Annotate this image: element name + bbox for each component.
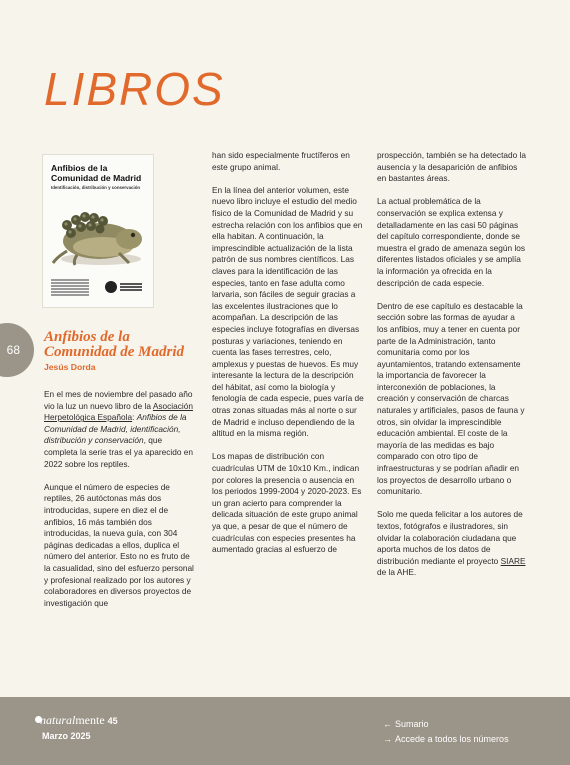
column-3 <box>377 150 527 591</box>
paragraph: La actual problemática de la conservación se explica extensa y detalladamente en las casi 50 páginas del capítulo correspondiente, donde se muestra el grado de amenaza según los diferentes listados oficiales y se amplía la información ya ofrecida en la descripción de cada especie. <box>377 196 526 288</box>
paragraph: Aunque el número de especies de reptiles, 26 autóctonas más dos introducidas, supere en diez el de anfibios, 16 más también dos introducidas, la nueva guía, con 304 páginas dedicadas a ellos, duplica el número del anterior. Esto no es fruto de la casualidad, sino del esfuerzo personal y profesional realizado por los autores y colaboradores en diversos proyectos de investigación que <box>44 481 194 608</box>
paragraph: Los mapas de distribución con cuadrículas UTM de 10x10 Km., indican por colores la presencia o ausencia en los periodos 1999-2004 y 2020-2023. Es un gran acierto para comprender la delicada situación de este grupo animal ya que, a pesar de que el número de cuadrículas con especies presentes ha aumentado gracias al esfuerzo de <box>212 451 362 555</box>
paragraph: prospección, también se ha detectado la ausencia y la desaparición de anfibios en bastantes áreas. <box>377 150 526 184</box>
cover-author-list <box>51 279 89 296</box>
publisher-name <box>120 283 142 291</box>
arrow-left-icon: ← <box>383 719 392 729</box>
review-author: Jesús Dorda <box>44 362 96 372</box>
arrow-right-icon: → <box>383 734 392 744</box>
cover-subtitle: Identificación, distribución y conservación <box>51 185 141 190</box>
paragraph: han sido especialmente fructíferos en este grupo animal. <box>212 150 350 172</box>
column-1 <box>44 389 196 621</box>
paragraph: En la línea del anterior volumen, este nuevo libro incluye el estudio del medio físico de la Comunidad de Madrid y su estrecha relación con los anfibios que en ella habitan. A continuación, la imprescindible actualización de la lista patrón de sus nombres científicos. Las claves para la identificación de las especies, tanto en fase adulta como larvaria, son fáciles de seguir gracias a las excelentes ilustraciones que lo acompañan. La descripción de las especies incluye fotografías en diversas posturas y variaciones, teniendo en cuenta las fases terrestres, celo, amplexus y puestas de huevos. Es muy interesante la lectura de la descripción del hábitat, así como la biología y fenología de cada especie, pues varía de otras zonas situadas más al norte o sur de Madrid e incluso dependiendo de la altitud en la misma región. <box>212 184 364 439</box>
magazine-logo: naturalmente 45 <box>40 713 118 727</box>
cover-title: Anfibios de la Comunidad de Madrid <box>51 163 142 183</box>
paragraph: En el mes de noviembre del pasado año vio la luz un nuevo libro de la Asociación Herpetológica Española: Anfibios de la Comunidad de Madrid, identificación, distribución y conservación, que completa la serie tras el ya aparecido en 2022 sobre los reptiles. <box>44 389 193 469</box>
publisher-logo-icon <box>105 281 117 293</box>
aherpetologica-link[interactable]: Asociación Herpetológica Española <box>44 400 193 423</box>
page-number-tab: 68 <box>0 323 34 377</box>
section-title: LIBROS <box>44 63 225 115</box>
column-2 <box>212 150 364 567</box>
page-footer <box>0 697 570 765</box>
issue-date: Marzo 2025 <box>42 731 91 741</box>
paragraph: Solo me queda felicitar a los autores de textos, fotógrafos e ilustradores, sin olvidar la colaboración ciudadana que aporta muchos de los datos de distribución mediante el proyecto SIARE de la AHE. <box>377 509 526 578</box>
book-cover-image <box>43 155 153 307</box>
all-issues-link[interactable]: → Accede a todos los números <box>383 734 509 744</box>
book-title: Anfibios de la Comunidad de Madrid <box>44 329 185 360</box>
paragraph: Dentro de ese capítulo es destacable la sección sobre las formas de ayudar a los anfibios, muy a tener en cuenta por parte de la Administración, tanto comunitaria como por los ayuntamientos, tratando extensamente la importancia de favorecer la interconexión de poblaciones, la creación y conservación de charcas naturales y artificiales, pasos de fauna y otros, sin olvidar la imprescindible educación ambiental. El coste de la mayoría de las medidas es bajo comparado con otro tipo de infraestructuras y se podrían añadir en los proyectos de desarrollo urbano o comunitario. <box>377 300 525 497</box>
summary-link[interactable]: ← Sumario <box>383 719 429 729</box>
siare-link[interactable]: SIARE <box>500 555 526 566</box>
